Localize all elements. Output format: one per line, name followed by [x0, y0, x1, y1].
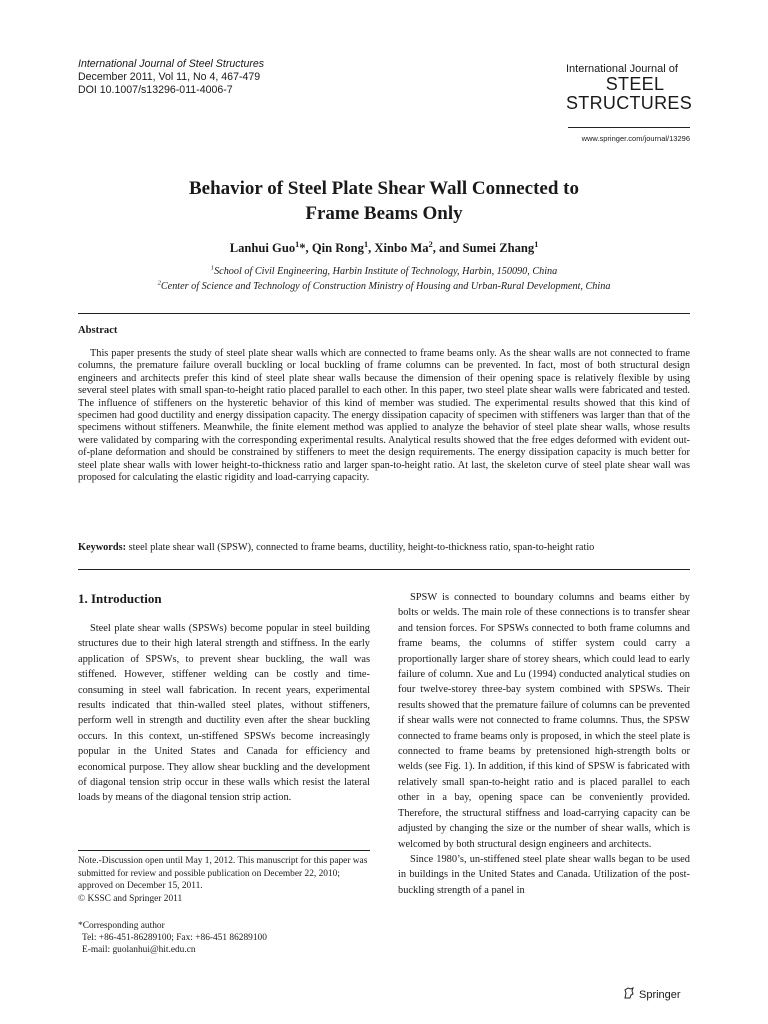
journal-logo-line2: STEEL: [605, 74, 665, 94]
author-affil-sup: 2: [428, 239, 433, 249]
corresponding-author: [78, 920, 370, 957]
author-affil-sup: 1: [363, 239, 369, 249]
discussion-note-text: Note.-Discussion open until May 1, 2012. This manuscript for this paper was submitted for review and possible publication on December 22, 2010; approved on December 15, 2011.: [78, 856, 368, 891]
journal-logo-line3: STRUCTURES: [566, 93, 693, 113]
publisher-name: Springer: [639, 988, 681, 1001]
springer-horse-icon: [622, 986, 636, 1003]
journal-logo-line1: International Journal of: [566, 63, 678, 75]
author-list: [0, 241, 768, 256]
affiliation: [0, 281, 768, 292]
author-name: Lanhui Guo: [229, 241, 296, 255]
corresponding-email: E-mail: guolanhui@hit.edu.cn: [82, 945, 196, 956]
author-affil-sup: 1: [295, 239, 300, 249]
author-separator: *,: [299, 241, 312, 255]
author-affil-sup: 1: [534, 239, 539, 249]
affiliation-sup: 1: [210, 264, 215, 272]
journal-logo: [566, 63, 693, 113]
abstract-text: This paper presents the study of steel plate shear walls which are connected to frame beams only. As the shear walls are not connected to frame columns, the premature failure overall buckling or local buckling of frame columns can be prevented. In fact, most of both structural design engineers and architects prefer this kind of steel plate shear walls because the dimension of their opening space is relatively flexible by using several steel plates with small span-to-height ratio placed parallel to each other. In this paper, two steel plate shear walls were fabricated and tested. The influence of stiffeners on the hysteretic behavior of this kind of member was studied. The experimental results showed that this kind of specimen had good ductility and energy dissipation capacity. The energy dissipation capacity of specimen with stiffeners was larger than that of the specimens without stiffeners. Meanwhile, the finite element method was applied to analyze the behavior of steel plate shear walls, whose results were validated by comparing with the corresponding experimental results. Analytical results showed that the free edges deformed with evident out-of-plane deformation and should be constrained by stiffeners to meet the design requirements. The energy dissipation capacity is much better for steel plate shear walls with lower height-to-thickness ratio and larger span-to-height ratio. At last, the skeleton curve of steel plate shear wall was proposed for calculating the elastic rigidity and load-carrying capacity.: [78, 348, 690, 484]
affiliation-sup: 2: [157, 279, 161, 287]
author-separator: ,: [368, 241, 375, 255]
section-heading: 1. Introduction: [78, 591, 162, 606]
journal-issue: December 2011, Vol 11, No 4, 467-479: [78, 71, 261, 84]
journal-url: www.springer.com/journal/13296: [581, 134, 690, 143]
copyright-line: © KSSC and Springer 2011: [78, 893, 183, 904]
affiliation-text: School of Civil Engineering, Harbin Institute of Technology, Harbin, 150090, China: [214, 266, 558, 277]
discussion-note: [78, 855, 370, 905]
paper-title: [0, 176, 768, 226]
author-name: and Sumei Zhang: [439, 241, 535, 255]
paper-title-line1: Behavior of Steel Plate Shear Wall Connected to: [188, 178, 579, 199]
affiliation-text: Center of Science and Technology of Construction Ministry of Housing and Urban-Rural Development, China: [160, 281, 611, 292]
corresponding-label: *Corresponding author: [78, 921, 165, 931]
keywords-label: Keywords:: [78, 542, 127, 553]
abstract-bottom-rule: [78, 569, 690, 570]
publisher-logo: [622, 986, 681, 1003]
journal-name: International Journal of Steel Structures: [78, 58, 265, 70]
abstract-top-rule: [78, 313, 690, 314]
paper-title-line2: Frame Beams Only: [305, 203, 463, 224]
intro-right-paragraph-2: Since 1980’s, un-stiffened steel plate shear walls began to be used in buildings in the United States and Canada. Utilization of the post-buckling strength of a panel in: [398, 853, 690, 896]
footnote-rule: [78, 850, 370, 851]
author-name: Qin Rong: [311, 241, 364, 255]
keywords-text: steel plate shear wall (SPSW), connected to frame beams, ductility, height-to-thickness ratio, span-to-height ratio: [128, 542, 595, 553]
intro-right-column: [398, 590, 690, 898]
corresponding-phone: Tel: +86-451-86289100; Fax: +86-451 86289100: [82, 933, 267, 944]
author-name: Xinbo Ma: [374, 241, 429, 255]
intro-right-paragraph-1: SPSW is connected to boundary columns and beams either by bolts or welds. The main role of these connections is to transfer shear and tension forces. For SPSWs connected to both frame columns and frame beams, the columns of stiffer system could carry a proportionally larger share of storey shears, which could lead to early failure of column. Xue and Lu (1994) conducted analytical studies on four twelve-storey three-bay system combined with SPSWs. Their results showed that the premature failure of columns can be prevented if shear walls were not connected to frame columns. Thus, the SPSW connected to frame beams only is proposed, in which the steel plate is connected to frame beams by pretensioned high-strength bolts or welds (see Fig. 1). In addition, if this kind of SPSW is fabricated with relatively small span-to-height ratio and is placed parallel to each other in a bay, opening space can be conveniently provided. Therefore, the structural stiffness and load-carrying capacity can be adjusted by changing the size or the number of shear walls, which is welcomed by both structural design engineers and architects.: [398, 592, 690, 850]
author-separator: ,: [432, 241, 439, 255]
journal-citation: [78, 58, 264, 98]
doi: DOI 10.1007/s13296-011-4006-7: [78, 84, 233, 97]
journal-logo-rule: [568, 127, 690, 128]
abstract-heading: Abstract: [78, 325, 118, 336]
affiliation: [0, 266, 768, 277]
intro-left-paragraph: Steel plate shear walls (SPSWs) become popular in steel building structures due to their high lateral strength and stiffness. In the early application of SPSWs, to prevent shear buckling, the wall was stiffened. However, stiffener welding can be costly and time-consuming in steel wall fabrication. In recent years, experimental results indicated that thin-walled steel plates, without stiffeners, perform well in strength and ductility even after the shear buckling occurs. In this context, un-stiffened SPSWs become increasingly popular in the United States and Canada for efficiency and economical purpose. They allow shear buckling and the development of diagonal tension strip occur in these walls which resist the lateral loads by means of the diagonal tension strip action.: [78, 623, 370, 804]
keywords: [78, 542, 690, 554]
